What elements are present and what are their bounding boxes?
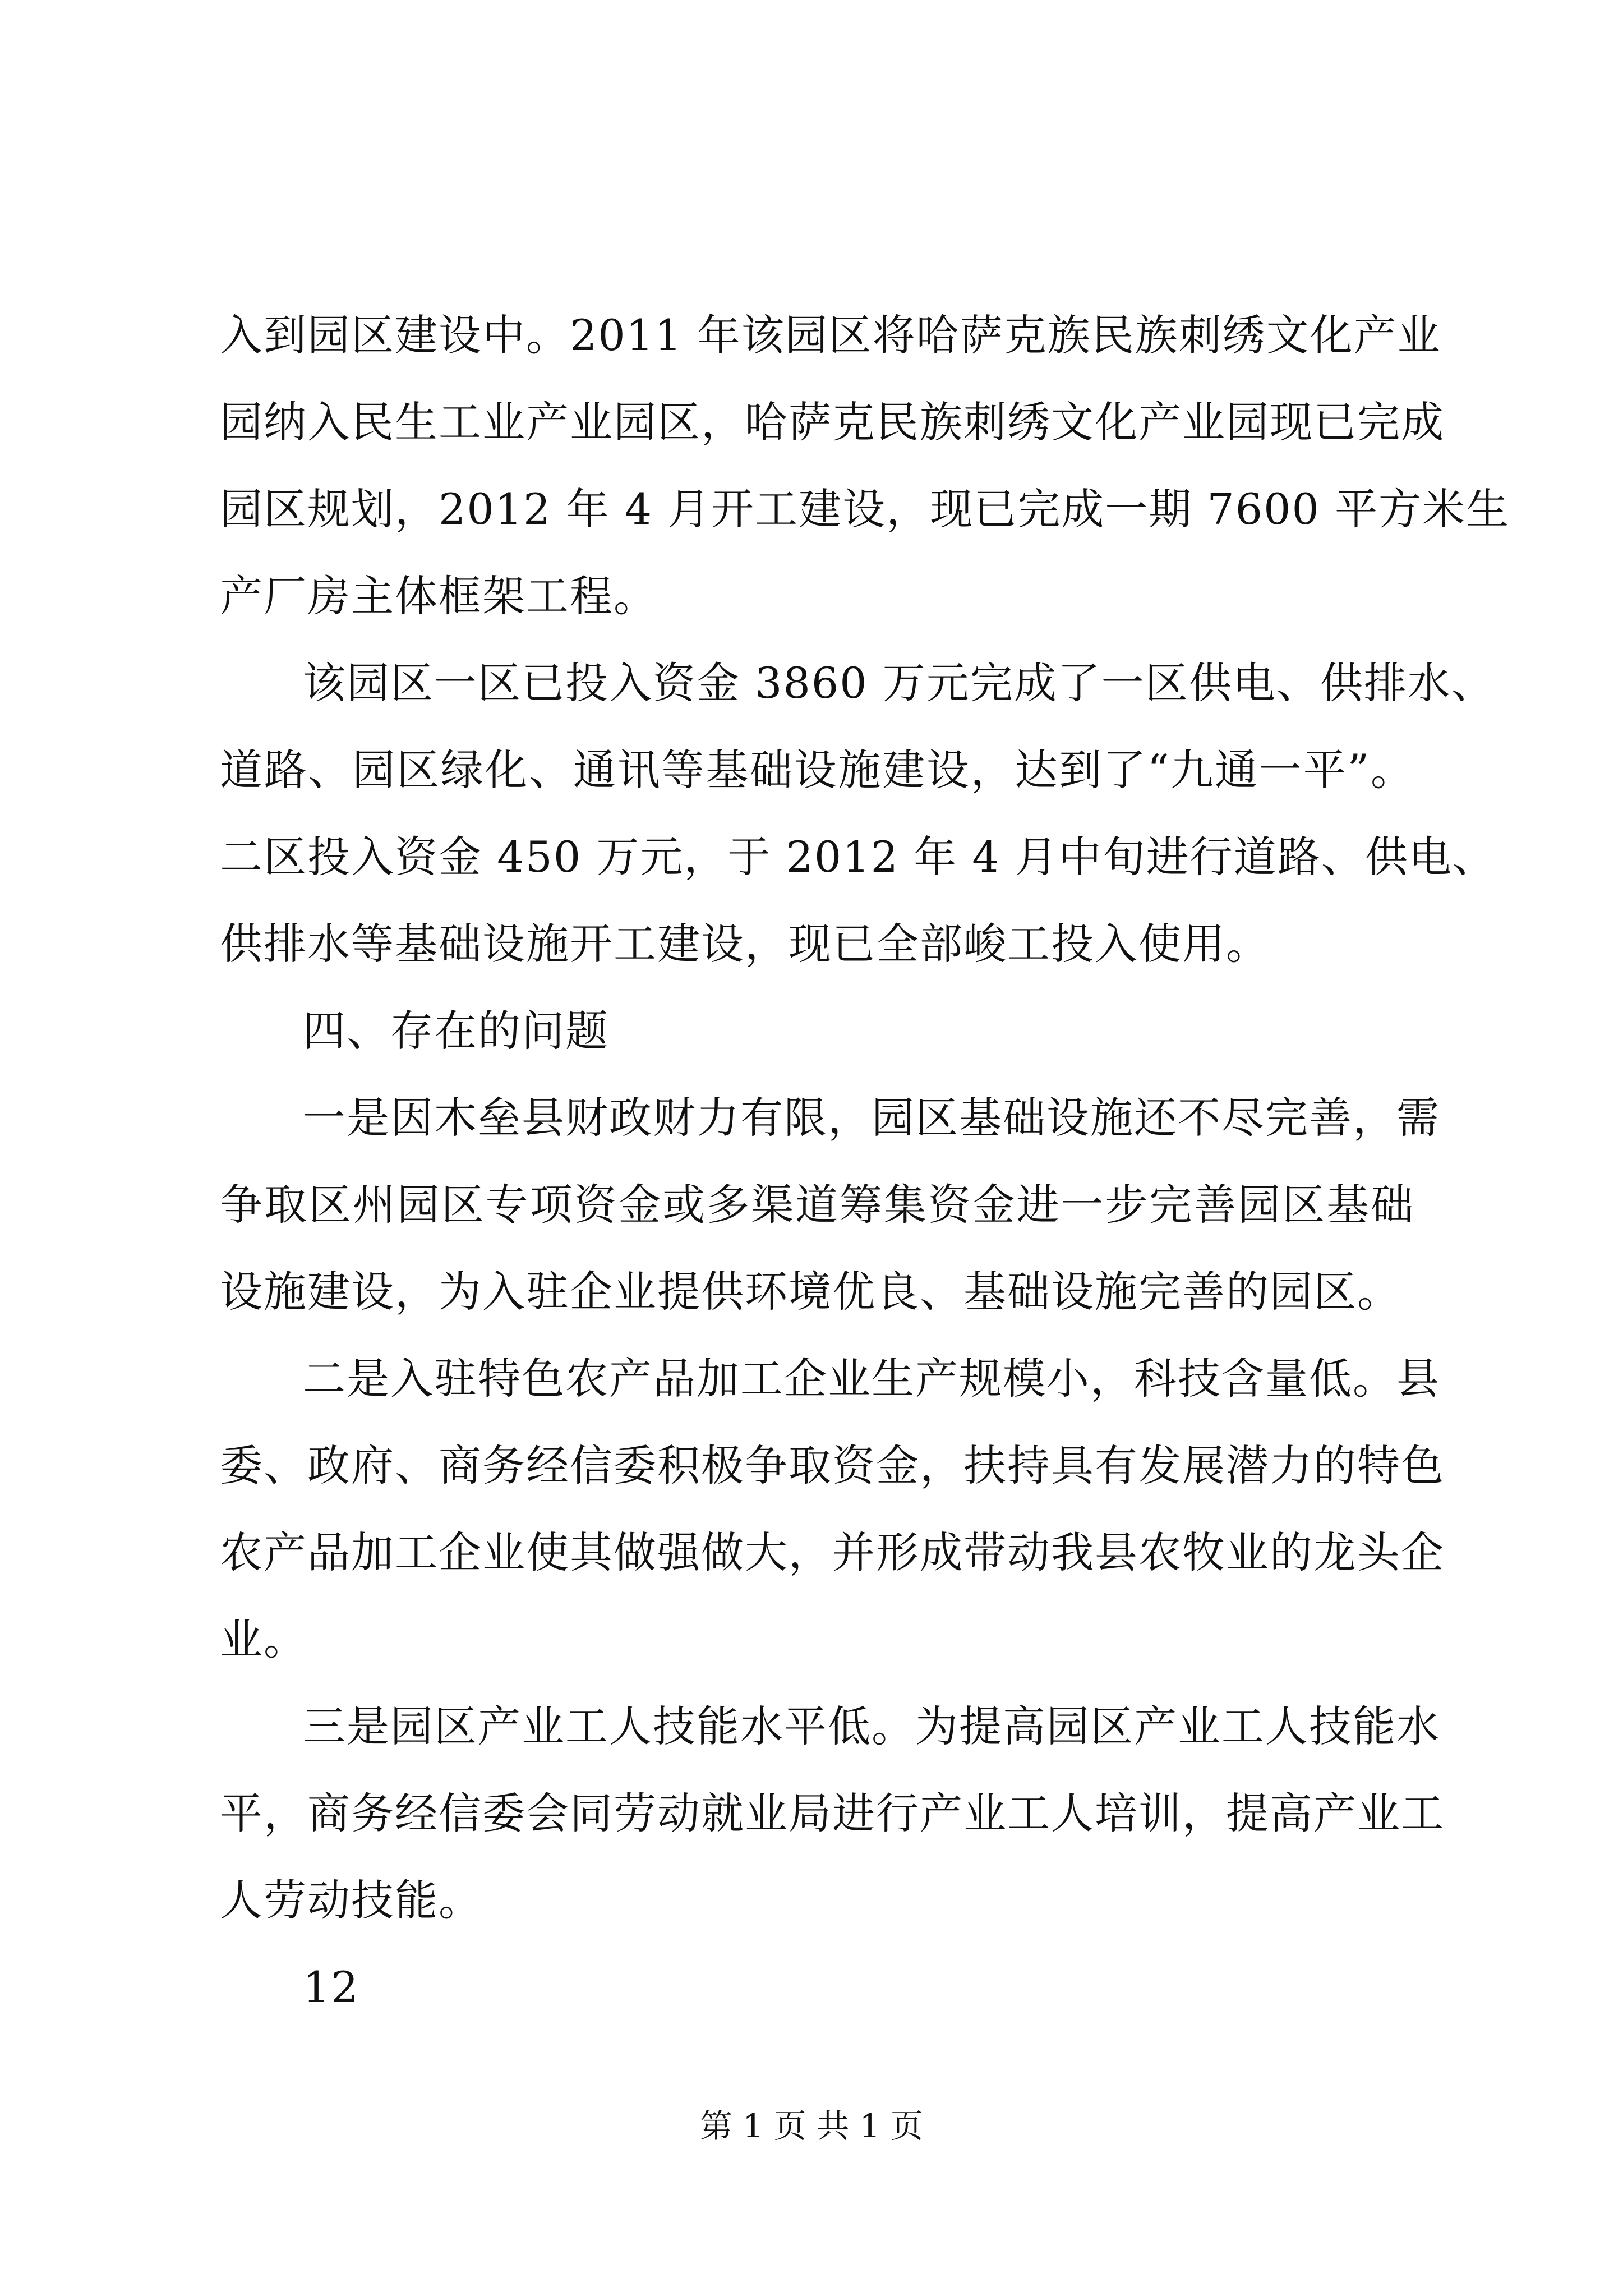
trailing-number: 12 [303, 1962, 359, 2012]
paragraph-first-line: 二是入驻特色农产品加工企业生产规模小，科技含量低。县 [303, 1354, 1440, 1404]
text-line: 设施建设，为入驻企业提供环境优良、基础设施完善的园区。 [220, 1267, 1401, 1317]
section-heading: 四、存在的问题 [303, 1006, 609, 1056]
text-line: 产厂房主体框架工程。 [220, 571, 657, 621]
text-line: 供排水等基础设施开工建设，现已全部峻工投入使用。 [220, 919, 1270, 969]
text-line: 人劳动技能。 [220, 1875, 482, 1925]
text-line: 农产品加工企业使其做强做大，并形成带动我县农牧业的龙头企 [220, 1527, 1445, 1577]
text-line: 道路、园区绿化、通讯等基础设施建设，达到了“九通一平”。 [220, 745, 1414, 795]
paragraph-first-line: 三是园区产业工人技能水平低。为提高园区产业工人技能水 [303, 1701, 1440, 1751]
document-body [220, 292, 1510, 2031]
text-line: 园区规划，2012 年 4 月开工建设，现已完成一期 7600 平方米生 [220, 484, 1510, 534]
text-line: 入到园区建设中。2011 年该园区将哈萨克族民族刺绣文化产业 [220, 310, 1441, 360]
text-line: 二区投入资金 450 万元，于 2012 年 4 月中旬进行道路、供电、 [220, 832, 1496, 882]
page-footer: 第 1 页 共 1 页 [700, 2107, 923, 2145]
text-line: 园纳入民生工业产业园区，哈萨克民族刺绣文化产业园现已完成 [220, 397, 1445, 447]
paragraph-first-line: 该园区一区已投入资金 3860 万元完成了一区供电、供排水、 [303, 658, 1495, 708]
text-line: 争取区州园区专项资金或多渠道筹集资金进一步完善园区基础 [220, 1180, 1414, 1230]
text-line: 业。 [220, 1614, 307, 1664]
paragraph-first-line: 一是因木垒县财政财力有限，园区基础设施还不尽完善，需 [303, 1093, 1440, 1143]
text-line: 委、政府、商务经信委积极争取资金，扶持具有发展潜力的特色 [220, 1441, 1445, 1490]
text-line: 平，商务经信委会同劳动就业局进行产业工人培训，提高产业工 [220, 1788, 1445, 1838]
